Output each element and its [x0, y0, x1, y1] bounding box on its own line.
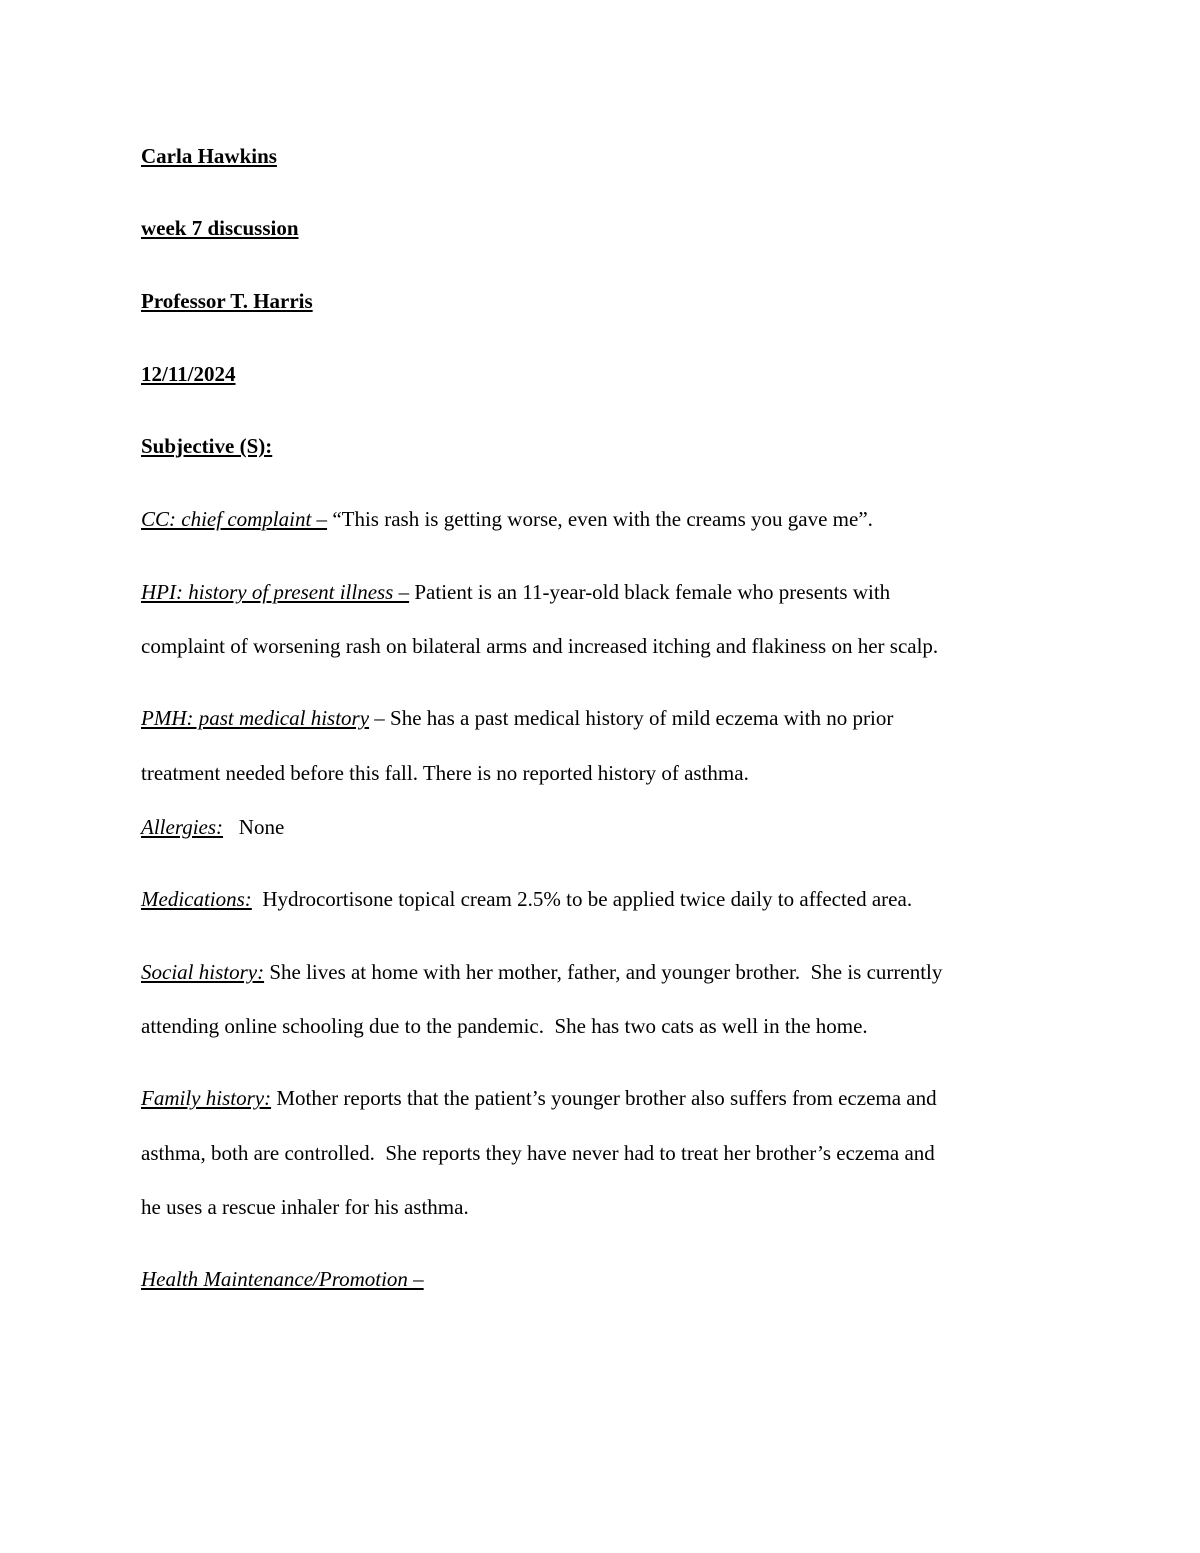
pmh-label: PMH: past medical history: [141, 706, 370, 730]
hpi-line-1: [141, 578, 1061, 606]
medications-text: Hydrocortisone topical cream 2.5% to be applied twice daily to affected area.: [251, 887, 913, 911]
pmh-line-2: treatment needed before this fall. There is no reported history of asthma.: [141, 761, 749, 785]
allergies-line: [141, 813, 1061, 841]
hpi-line-2: complaint of worsening rash on bilateral arms and increased itching and flakiness on her scalp.: [141, 634, 939, 658]
professor-name: Professor T. Harris: [141, 289, 313, 313]
social-history-text-1: She lives at home with her mother, father, and younger brother. She is currently: [264, 960, 943, 984]
social-history-label: Social history:: [141, 960, 265, 984]
family-history-text-1: Mother reports that the patient’s younger brother also suffers from eczema and: [271, 1086, 937, 1110]
hpi-label: HPI: history of present illness –: [141, 580, 410, 604]
chief-complaint-line: [141, 505, 1061, 533]
pmh-line-1: [141, 704, 1061, 732]
health-maintenance-line: [141, 1265, 1061, 1293]
chief-complaint-label: CC: chief complaint –: [141, 507, 328, 531]
section-title-subjective: Subjective (S):: [141, 434, 273, 458]
pmh-text-1: – She has a past medical history of mild eczema with no prior: [369, 706, 894, 730]
allergies-text: None: [223, 815, 285, 839]
author-name: Carla Hawkins: [141, 144, 277, 168]
family-history-line-1: [141, 1084, 1061, 1112]
course-title: week 7 discussion: [141, 216, 299, 240]
social-history-line-1: [141, 958, 1061, 986]
hpi-text-1: Patient is an 11-year-old black female who presents with: [409, 580, 891, 604]
family-history-line-2: asthma, both are controlled. She reports they have never had to treat her brother’s eczema and: [141, 1141, 935, 1165]
health-maintenance-label: Health Maintenance/Promotion –: [141, 1267, 424, 1291]
chief-complaint-text: “This rash is getting worse, even with the creams you gave me”.: [327, 507, 873, 531]
document-date: 12/11/2024: [141, 362, 236, 386]
allergies-label: Allergies:: [141, 815, 224, 839]
medications-label: Medications:: [141, 887, 252, 911]
family-history-line-3: he uses a rescue inhaler for his asthma.: [141, 1195, 469, 1219]
family-history-label: Family history:: [141, 1086, 272, 1110]
social-history-line-2: attending online schooling due to the pandemic. She has two cats as well in the home.: [141, 1014, 868, 1038]
medications-line: [141, 885, 1061, 913]
